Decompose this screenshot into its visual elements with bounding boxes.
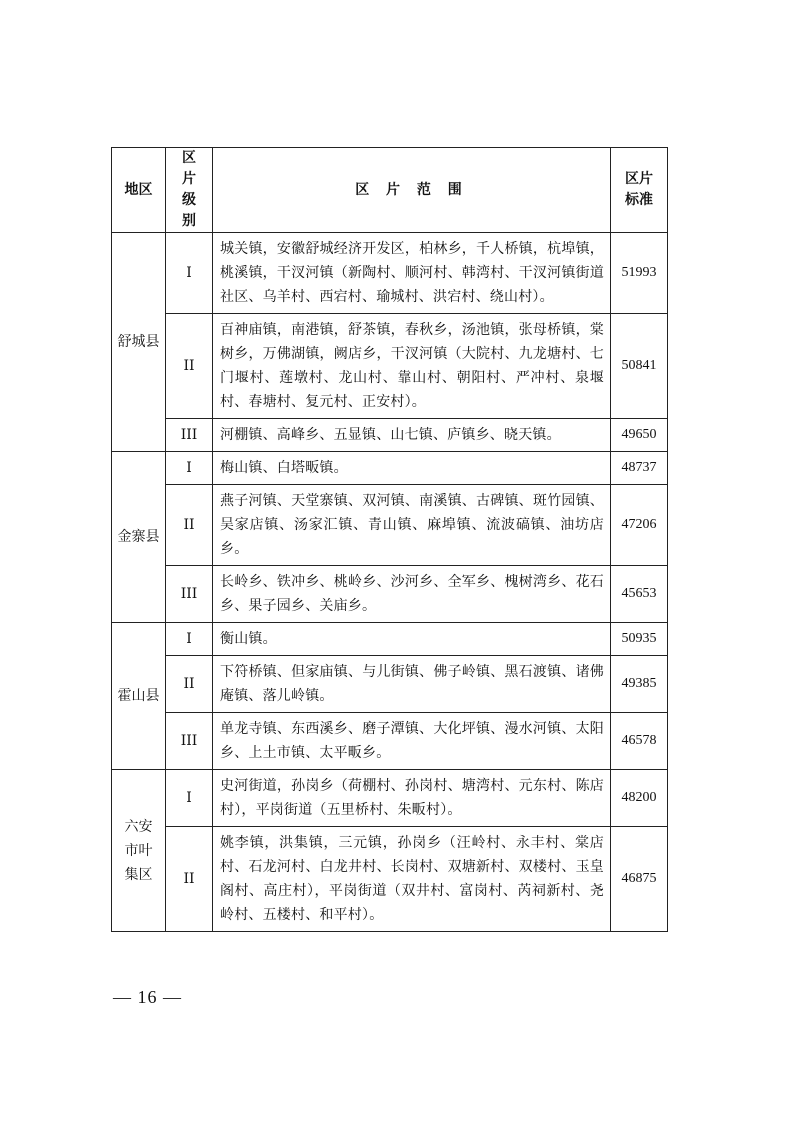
level-cell: II [166,827,213,932]
header-level: 区片级别 [166,148,213,233]
table-row [112,566,668,623]
table-header-row [112,148,668,233]
table-row [112,314,668,419]
level-cell: I [166,452,213,485]
level-cell: III [166,713,213,770]
standard-cell: 45653 [611,566,668,623]
level-cell: I [166,623,213,656]
level-cell: II [166,656,213,713]
scope-cell: 河棚镇、高峰乡、五显镇、山七镇、庐镇乡、晓天镇。 [213,419,611,452]
table-row [112,233,668,314]
scope-cell: 城关镇，安徽舒城经济开发区，柏林乡，千人桥镇，杭埠镇，桃溪镇，干汊河镇（新陶村、顺河村、韩湾村、干汊河镇街道社区、乌羊村、西宕村、瑜城村、洪宕村、绕山村）。 [213,233,611,314]
level-cell: III [166,566,213,623]
scope-cell: 单龙寺镇、东西溪乡、磨子潭镇、大化坪镇、漫水河镇、太阳乡、上土市镇、太平畈乡。 [213,713,611,770]
table-row [112,452,668,485]
scope-cell: 下符桥镇、但家庙镇、与儿街镇、佛子岭镇、黑石渡镇、诸佛庵镇、落儿岭镇。 [213,656,611,713]
standard-cell: 48200 [611,770,668,827]
region-cell: 六安市叶集区 [112,770,166,932]
level-cell: II [166,314,213,419]
scope-cell: 史河街道，孙岗乡（荷棚村、孙岗村、塘湾村、元东村、陈店村），平岗街道（五里桥村、朱畈村）。 [213,770,611,827]
standard-cell: 49650 [611,419,668,452]
table-row [112,623,668,656]
standard-cell: 46875 [611,827,668,932]
level-cell: I [166,770,213,827]
scope-cell: 百神庙镇，南港镇，舒茶镇，春秋乡，汤池镇，张母桥镇，棠树乡，万佛湖镇，阙店乡，干汊河镇（大院村、九龙塘村、七门堰村、莲墩村、龙山村、靠山村、朝阳村、严冲村、泉堰村、春塘村、复元村、正安村）。 [213,314,611,419]
region-cell: 霍山县 [112,623,166,770]
standard-cell: 47206 [611,485,668,566]
scope-cell: 梅山镇、白塔畈镇。 [213,452,611,485]
table-row [112,713,668,770]
region-cell: 金寨县 [112,452,166,623]
region-cell: 舒城县 [112,233,166,452]
land-price-table [111,147,668,932]
scope-cell: 姚李镇，洪集镇，三元镇，孙岗乡（汪岭村、永丰村、棠店村、石龙河村、白龙井村、长岗村、双塘新村、双楼村、玉皇阁村、高庄村），平岗街道（双井村、富岗村、芮祠新村、尧岭村、五楼村、和平村）。 [213,827,611,932]
level-cell: I [166,233,213,314]
table-row [112,485,668,566]
header-scope: 区 片 范 围 [213,148,611,233]
standard-cell: 50841 [611,314,668,419]
scope-cell: 燕子河镇、天堂寨镇、双河镇、南溪镇、古碑镇、斑竹园镇、吴家店镇、汤家汇镇、青山镇、麻埠镇、流波碻镇、油坊店乡。 [213,485,611,566]
standard-cell: 48737 [611,452,668,485]
header-standard: 区片标准 [611,148,668,233]
table-row [112,770,668,827]
standard-cell: 51993 [611,233,668,314]
scope-cell: 长岭乡、铁冲乡、桃岭乡、沙河乡、全军乡、槐树湾乡、花石乡、果子园乡、关庙乡。 [213,566,611,623]
level-cell: III [166,419,213,452]
standard-cell: 50935 [611,623,668,656]
standard-cell: 49385 [611,656,668,713]
header-region: 地区 [112,148,166,233]
standard-cell: 46578 [611,713,668,770]
table-row [112,656,668,713]
page-number: — 16 — [113,987,182,1007]
table-row [112,827,668,932]
level-cell: II [166,485,213,566]
table-row [112,419,668,452]
scope-cell: 衡山镇。 [213,623,611,656]
